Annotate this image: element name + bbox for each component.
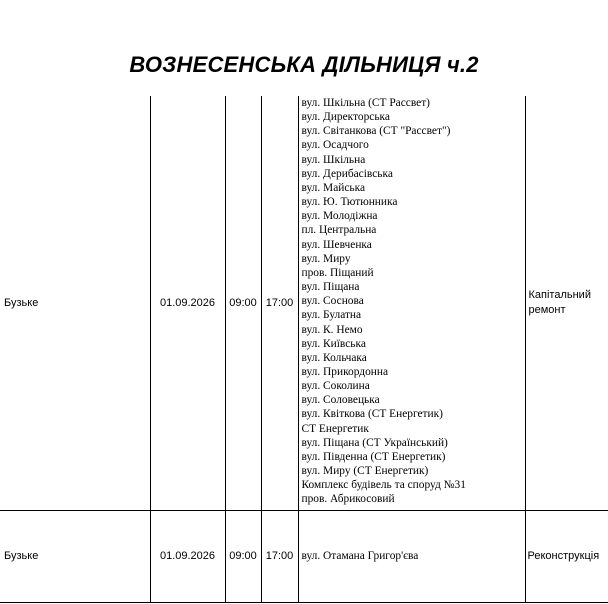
outage-table <box>0 96 608 603</box>
street-item: вул. Булатна <box>301 309 362 322</box>
time-to-cell: 17:00 <box>261 510 298 602</box>
street-item: вул. Соловецька <box>301 394 380 407</box>
settlement-cell: Бузьке <box>0 96 150 510</box>
street-item: вул. Київська <box>301 337 366 350</box>
street-item: вул. Квіткова (СТ Енергетик) <box>301 408 443 421</box>
time-from-cell: 09:00 <box>225 510 261 602</box>
street-item: вул. Піщана <box>301 281 360 294</box>
street-item: вул. Майська <box>301 181 366 194</box>
street-item: пров. Абрикосовий <box>301 493 395 506</box>
table-row <box>0 510 608 602</box>
time-from-cell: 09:00 <box>225 96 261 510</box>
street-item: пл. Центральна <box>301 224 377 237</box>
street-item: вул. Дерибасівська <box>301 167 393 180</box>
date-cell: 01.09.2026 <box>150 510 225 602</box>
reason-cell: Реконструкція <box>525 510 608 602</box>
street-item: вул. Соколина <box>301 380 370 393</box>
street-item: вул. Молодіжна <box>301 210 378 223</box>
street-item: вул. Шкільна <box>301 153 366 166</box>
settlement-cell: Бузьке <box>0 510 150 602</box>
street-item: вул. Світанкова (СТ "Рассвет") <box>301 125 451 138</box>
street-item: вул. Директорська <box>301 111 390 124</box>
street-item: вул. Шевченка <box>301 238 372 251</box>
street-item: вул. Ю. Тютюнника <box>301 196 398 209</box>
street-item: пров. Піщаний <box>301 266 374 279</box>
street-item: вул. К. Немо <box>301 323 363 336</box>
street-item: вул. Осадчого <box>301 139 369 152</box>
street-item: вул. Шкільна (СТ Рассвет) <box>301 97 430 109</box>
street-item: вул. Соснова <box>301 295 364 308</box>
page-title: ВОЗНЕСЕНСЬКА ДІЛЬНИЦЯ ч.2 <box>129 52 479 77</box>
streets-cell <box>298 96 525 510</box>
street-item: вул. Миру <box>301 252 351 265</box>
streets-cell <box>298 510 525 602</box>
street-item: Комплекс будівель та споруд №31 <box>301 479 466 492</box>
street-item: вул. Піщана (СТ Український) <box>301 436 448 449</box>
table-row <box>0 96 608 510</box>
street-item: вул. Кольчака <box>301 351 367 364</box>
street-item: вул. Миру (СТ Енергетик) <box>301 465 429 478</box>
street-item: вул. Південна (СТ Енергетик) <box>301 450 446 463</box>
reason-cell: Капітальний ремонт <box>525 96 608 510</box>
street-item: вул. Прикордонна <box>301 365 389 378</box>
street-item: вул. Отамана Григор'єва <box>301 549 419 562</box>
date-cell: 01.09.2026 <box>150 96 225 510</box>
time-to-cell: 17:00 <box>261 96 298 510</box>
street-item: СТ Енергетик <box>301 422 369 435</box>
